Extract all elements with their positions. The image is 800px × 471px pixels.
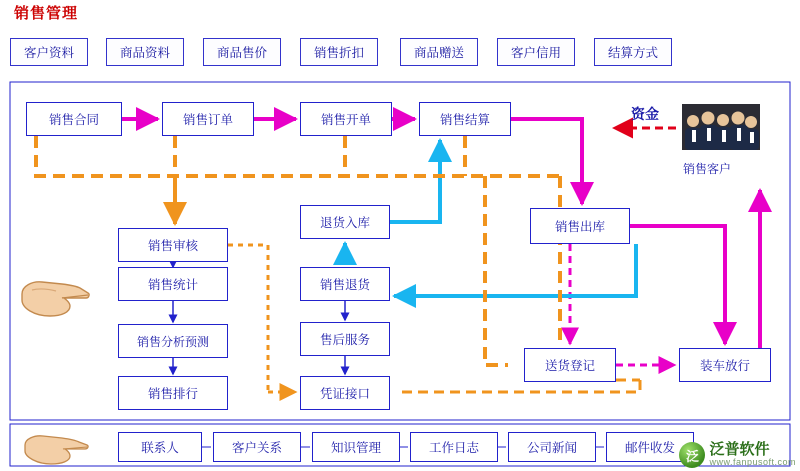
flow-node-voucher-interface[interactable] (300, 376, 390, 410)
flow-node-label: 销售合同 (48, 113, 99, 127)
toolbar-button-product-gift[interactable] (400, 38, 478, 66)
toolbar-button-label: 客户资料 (23, 46, 74, 60)
bottom-button-work-log[interactable] (410, 432, 498, 462)
bottom-button-contacts[interactable] (118, 432, 202, 462)
bottom-button-knowledge-management[interactable] (312, 432, 400, 462)
page-title: 销售管理 (14, 5, 79, 22)
flow-node-sales-settlement[interactable] (419, 102, 511, 136)
flow-node-label: 销售排行 (147, 387, 198, 401)
flow-node-sales-ranking[interactable] (118, 376, 228, 410)
bottom-button-label: 知识管理 (330, 441, 381, 455)
fanpu-logo-icon: 泛 (679, 442, 705, 468)
flow-node-after-sales-service[interactable] (300, 322, 390, 356)
flow-node-delivery-registration[interactable] (524, 348, 616, 382)
toolbar-button-product-price[interactable] (203, 38, 281, 66)
flow-node-label: 退货入库 (319, 216, 370, 230)
flow-node-label: 送货登记 (544, 359, 595, 373)
toolbar-button-label: 商品赠送 (413, 46, 464, 60)
flow-node-label: 销售开单 (320, 113, 371, 127)
bottom-button-label: 客户关系 (231, 441, 282, 455)
flow-node-label: 销售审核 (147, 239, 198, 253)
flow-node-sales-audit[interactable] (118, 228, 228, 262)
toolbar-button-sales-discount[interactable] (300, 38, 378, 66)
flow-node-label: 销售出库 (554, 220, 605, 234)
bottom-button-label: 邮件收发 (624, 441, 675, 455)
toolbar-button-customer-credit[interactable] (497, 38, 575, 66)
flow-node-sales-contract[interactable] (26, 102, 122, 136)
toolbar-button-label: 商品资料 (119, 46, 170, 60)
watermark-url: www.fanpusoft.com (709, 457, 796, 468)
bottom-button-customer-relations[interactable] (213, 432, 301, 462)
flow-node-label: 凭证接口 (319, 387, 370, 401)
flow-node-loading-release[interactable] (679, 348, 771, 382)
flow-node-label: 销售订单 (182, 113, 233, 127)
flow-node-label: 装车放行 (699, 359, 750, 373)
flow-node-label: 销售分析预测 (136, 334, 209, 349)
flow-node-label: 销售结算 (439, 113, 490, 127)
bottom-button-label: 公司新闻 (526, 441, 577, 455)
flow-node-sales-analysis-forecast[interactable] (118, 324, 228, 358)
flow-node-return-inbound[interactable] (300, 205, 390, 239)
pointing-hand-icon-top (18, 272, 90, 320)
flow-node-label: 售后服务 (319, 333, 370, 347)
flow-node-sales-order[interactable] (162, 102, 254, 136)
flow-node-label: 销售统计 (147, 278, 198, 292)
toolbar-button-customer-data[interactable] (10, 38, 88, 66)
toolbar-button-settlement-method[interactable] (594, 38, 672, 66)
bottom-button-company-news[interactable] (508, 432, 596, 462)
pointing-hand-icon-bottom (22, 428, 90, 466)
toolbar-button-product-data[interactable] (106, 38, 184, 66)
flow-node-sales-outbound[interactable] (530, 208, 630, 244)
bottom-button-label: 工作日志 (428, 441, 479, 455)
toolbar-button-label: 客户信用 (510, 46, 561, 60)
label-sales-customer: 销售客户 (683, 162, 732, 176)
label-funds: 资金 (631, 106, 659, 122)
watermark-brand: 泛普软件 (709, 441, 770, 459)
bottom-button-label: 联系人 (141, 441, 179, 455)
sales-customer-photo (682, 104, 760, 150)
toolbar-button-label: 商品售价 (216, 46, 267, 60)
flow-node-sales-billing[interactable] (300, 102, 392, 136)
flow-node-sales-return[interactable] (300, 267, 390, 301)
watermark (679, 442, 796, 468)
flow-node-label: 销售退货 (319, 278, 370, 292)
toolbar-button-label: 结算方式 (607, 46, 658, 60)
toolbar-button-label: 销售折扣 (313, 46, 364, 60)
flow-node-sales-statistics[interactable] (118, 267, 228, 301)
